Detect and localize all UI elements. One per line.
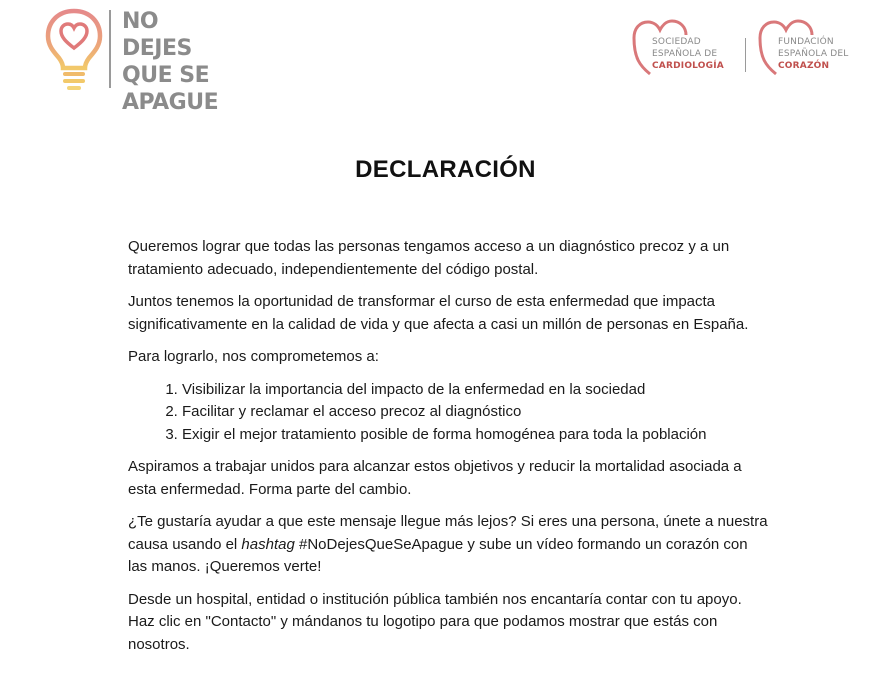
campaign-logo[interactable] bbox=[44, 8, 234, 115]
campaign-line-3: APAGUE bbox=[122, 90, 219, 115]
list-item: 3. Exigir el mejor tratamiento posible de forma homogénea para toda la población bbox=[182, 424, 768, 447]
paragraph-text: ¿Te gustaría ayudar a que este mensaje llegue más lejos? Si eres una persona, únete a nuestra causa usando el bbox=[128, 513, 768, 553]
list-item: 1. Visibilizar la importancia del impacto de la enfermedad en la sociedad bbox=[182, 379, 768, 402]
list-item: 2. Facilitar y reclamar el acceso precoz al diagnóstico bbox=[182, 401, 768, 424]
header bbox=[0, 0, 891, 115]
paragraph-text: #NoDejesQueSeApague y sube un vídeo formando un corazón con las manos. ¡Queremos verte! bbox=[128, 535, 748, 575]
paragraph: Para lograrlo, nos comprometemos a: bbox=[128, 348, 379, 365]
fec-line-1: FUNDACIÓN bbox=[778, 37, 834, 47]
fec-line-3: CORAZÓN bbox=[778, 61, 830, 71]
page-title: DECLARACIÓN bbox=[355, 156, 536, 183]
paragraph: Desde un hospital, entidad o institución pública también nos encantaría contar con tu apoyo. Haz clic en "Contacto" y mándanos tu logotipo para que podamos mostrar que estás con nosotros. bbox=[128, 590, 742, 653]
sec-line-1: SOCIEDAD bbox=[652, 37, 701, 47]
heart-lightbulb-icon bbox=[44, 8, 104, 92]
paragraph bbox=[128, 511, 768, 579]
paragraph: Juntos tenemos la oportunidad de transformar el curso de esta enfermedad que impacta significativamente en la calidad de vida y que afecta a casi un millón de personas en España. bbox=[128, 293, 749, 333]
commitments-list bbox=[128, 379, 768, 447]
declaration-body bbox=[128, 236, 768, 666]
campaign-wordmark bbox=[122, 8, 234, 116]
partner-divider bbox=[745, 38, 746, 72]
hashtag-emphasis: hashtag bbox=[241, 535, 295, 553]
sec-logo[interactable] bbox=[630, 16, 738, 78]
sec-line-3: CARDIOLOGÍA bbox=[652, 61, 724, 71]
sec-line-2: ESPAÑOLA DE bbox=[652, 49, 718, 59]
campaign-line-1: NO DEJES bbox=[122, 9, 192, 61]
paragraph: Aspiramos a trabajar unidos para alcanzar estos objetivos y reducir la mortalidad asociada a esta enfermedad. Forma parte del cambio. bbox=[128, 458, 742, 498]
campaign-line-2: QUE SE bbox=[122, 63, 210, 88]
fec-line-2: ESPAÑOLA DEL bbox=[778, 49, 849, 59]
fec-logo[interactable] bbox=[756, 16, 862, 78]
paragraph: Queremos lograr que todas las personas tengamos acceso a un diagnóstico precoz y a un tratamiento adecuado, independientemente del código postal. bbox=[128, 238, 730, 278]
partner-logos bbox=[630, 16, 862, 78]
logo-divider bbox=[109, 10, 111, 88]
